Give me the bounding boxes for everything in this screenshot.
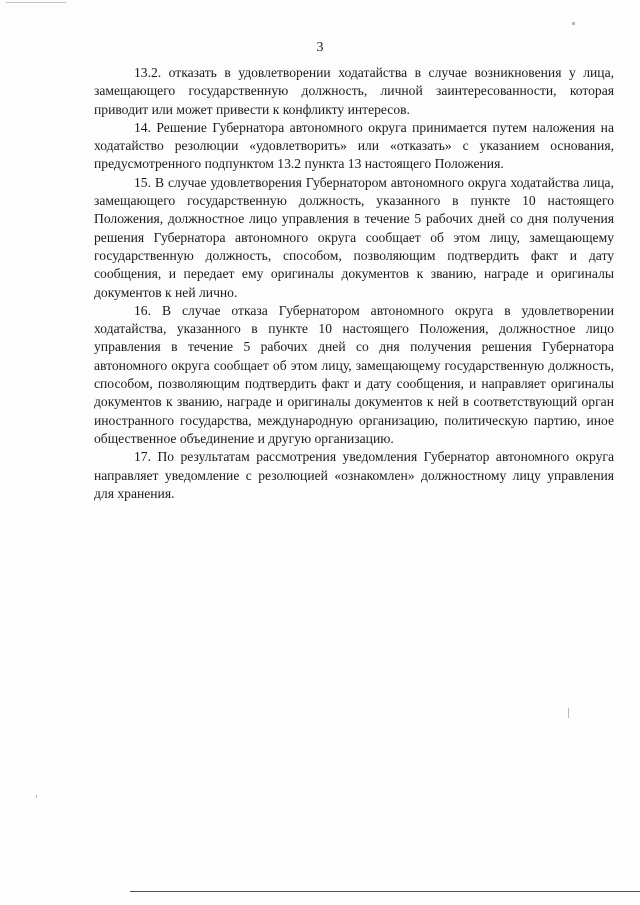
paragraph-15: 15. В случае удовлетворения Губернатором автономного округа ходатайства лица, замещающего государственную должность, указанного в пункте 10 настоящего Положения, должностное лицо управления в течение 5 рабочих дней со дня получения решения Губернатора автономного округа сообщает об этом лицу, замещающему государственную должность, способом, позволяющим подтвердить факт и дату сообщения, и передает ему оригиналы документов к званию, награде и оригиналы документов к ней лично. [94, 174, 614, 300]
paragraph-16: 16. В случае отказа Губернатором автономного округа в удовлетворении ходатайства, указанного в пункте 10 настоящего Положения, должностное лицо управления в течение 5 рабочих дней со дня получения решения Губернатора автономного округа сообщает об этом лицу, замещающему государственную должность, способом, позволяющим подтвердить факт и дату сообщения, и направляет оригиналы документов к званию, награде и оригиналы документов к ней в соответствующий орган иностранного государства, международную организацию, политическую партию, иное общественное объединение и другую организацию. [94, 302, 614, 446]
scan-artifact-top-right [572, 22, 575, 25]
paragraph-17: 17. По результатам рассмотрения уведомления Губернатор автономного округа направляет уведомление с резолюцией «ознакомлен» должностному лицу управления для хранения. [94, 449, 614, 501]
page-number: 3 [316, 40, 324, 55]
scan-artifact-top-left [6, 2, 66, 3]
document-body [94, 64, 614, 503]
scan-artifact-left-edge [36, 795, 37, 798]
footer-rule [130, 891, 640, 892]
paragraph-14: 14. Решение Губернатора автономного округа принимается путем наложения на ходатайство резолюции «удовлетворить» или «отказать» с указанием основания, предусмотренного подпунктом 13.2 пункта 13 настоящего Положения. [94, 119, 614, 172]
scan-artifact-right-edge [568, 708, 569, 718]
paragraph-13-2: 13.2. отказать в удовлетворении ходатайства в случае возникновения у лица, замещающего государственную должность, личной заинтересованности, которая приводит или может привести к конфликту интересов. [94, 65, 614, 117]
